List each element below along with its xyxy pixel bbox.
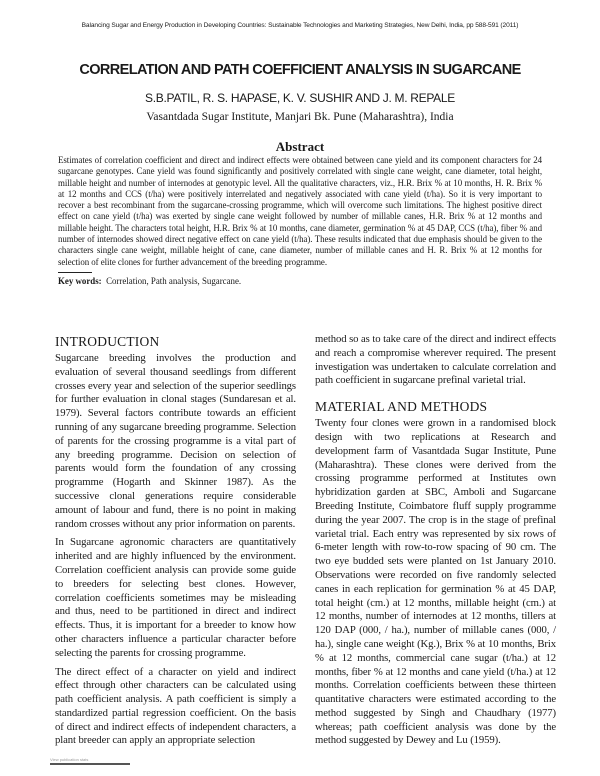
methods-heading: MATERIAL AND METHODS (315, 399, 488, 415)
authors: S.B.PATIL, R. S. HAPASE, K. V. SUSHIR AND J. M. REPALE (145, 91, 455, 105)
abstract-text: Estimates of correlation coefficient and direct and indirect effects were obtained between cane yield and its component characters for 24 sugarcane genotypes. Cane yield was found significantly and positively correlated with single cane weight, cane diameter, total height, millable height and number of internodes at genotypic level. All the qualitative characters, viz., H.R. Brix % at 10 months, H. R. Brix % at 12 months and CCS (t/ha) were positively interrelated and negatively associated with cane yield (t/ha). So it is very important to recover a best recombinant from the sugarcane-crossing programme, which will overcome such limitations. The highest positive direct effect on cane yield (t/ha) was exerted by single cane weight followed by number of millable canes, H.R. Brix % at 12 months and millable height. The characters total height, H.R. Brix % at 10 months, cane diameter, germination % at 45 DAP, CCS (t/ha), fiber % and number of internodes showed direct negative effect on cane yield (t/ha). These results indicated that due emphasis should be given to the characters single cane weight, millable height of cane, cane diameter, number of millable canes and H. R. Brix % at 12 months for selection of elite clones for further advancement of the breeding programme. (58, 155, 542, 267)
divider (58, 272, 92, 273)
intro-paragraph: The direct effect of a character on yield and indirect effect through other characters can be calculated using path coefficient analysis. A path coefficient is simply a standardized partial regression coefficient. On the basis of direct and indirect effects of independent characters, a plant breeder can apply an appropriate selection (55, 665, 296, 747)
abstract-heading: Abstract (275, 139, 325, 154)
left-column (55, 333, 296, 753)
intro-paragraph: method so as to take care of the direct and indirect effects and reach a compromise wherever required. The present investigation was undertaken to calculate correlation and path coefficient in sugarcane prefinal varietal trial. (315, 332, 556, 387)
affiliation: Vasantdada Sugar Institute, Manjari Bk. Pune (Maharashtra), India (146, 111, 454, 123)
right-column (315, 333, 556, 753)
keywords-label: Key words: (58, 275, 102, 286)
keywords-text: Correlation, Path analysis, Sugarcane. (106, 275, 242, 286)
introduction-heading: INTRODUCTION (55, 333, 160, 349)
paper-title: CORRELATION AND PATH COEFFICIENT ANALYSIS IN SUGARCANE (79, 62, 521, 78)
intro-paragraph: In Sugarcane agronomic characters are quantitatively inherited and are highly influenced by the environment. Correlation coefficient analysis can provide some guide to breeders for selecting best clones. However, correlation coefficients sometimes may be misleading and thus, need to be partitioned in direct and indirect effects. Thus, it is important for a breeder to know how other characters influence a particular character before selecting the parents for crossing programme. (55, 536, 296, 659)
keywords (58, 276, 600, 287)
methods-paragraph: Twenty four clones were grown in a randomised block design with two replications at Research and development farm of Vasantdada Sugar Institute, Pune (Maharashtra). These clones were derived from the crossing programme performed at Institutes own hybridization garden at SBC, Amboli and Sugarcane Breeding Institute, Coimbatore fluff supply programme during the year 2007. The crop is in the stage of prefinal varietal trial. Each entry was represented by six rows of 6-meter length with row-to-row spacing of 90 cm. The two eye budded sets were planted on 1st January 2010. Observations were recorded on five randomly selected canes in each replication for germination % at 45 DAP, total height (cm.) at 12 months, millable height (cm.) at 12 months, number of internodes at 12 months, tillers at 120 DAP (000, / ha.), number of millable canes (000, / ha.), single cane weight (Kg.), Brix % at 10 months, Brix % at 12 months, commercial cane sugar (t/ha.) at 12 months, fiber % at 12 months and cane yield (t/ha.) at 12 months. Correlation coefficients between these thirteen quantitative characters were estimated according to the method suggested by Singh and Chaudhary (1977) whereas; path coefficient analysis was done by the method suggested by Dewey and Lu (1959). (315, 417, 556, 747)
footer-bar (50, 763, 130, 765)
intro-paragraph: Sugarcane breeding involves the production and evaluation of several thousand seedlings from different crosses every year and selection of the superior seedlings for further evaluation in clonal stages (Sundaresan et al. 1979). Several factors contribute towards an efficient running of any sugarcane breeding programme. Selection of parents for the crossing programme is a vital part of any breeding programme. Decision on selection of parents would form the foundation of any crossing programme (Hogarth and Skinner 1987). As the successive clonal generations require considerable amount of labour and fund, there is no point in making random crosses without any prior information on parents. (55, 351, 296, 530)
body-columns (55, 333, 556, 753)
running-header: Balancing Sugar and Energy Production in Developing Countries: Sustainable Technologies and Marketing Strategies, New Delhi, India, pp 588-591 (2011) (81, 22, 519, 29)
footer-link[interactable]: View publication stats (50, 757, 89, 763)
